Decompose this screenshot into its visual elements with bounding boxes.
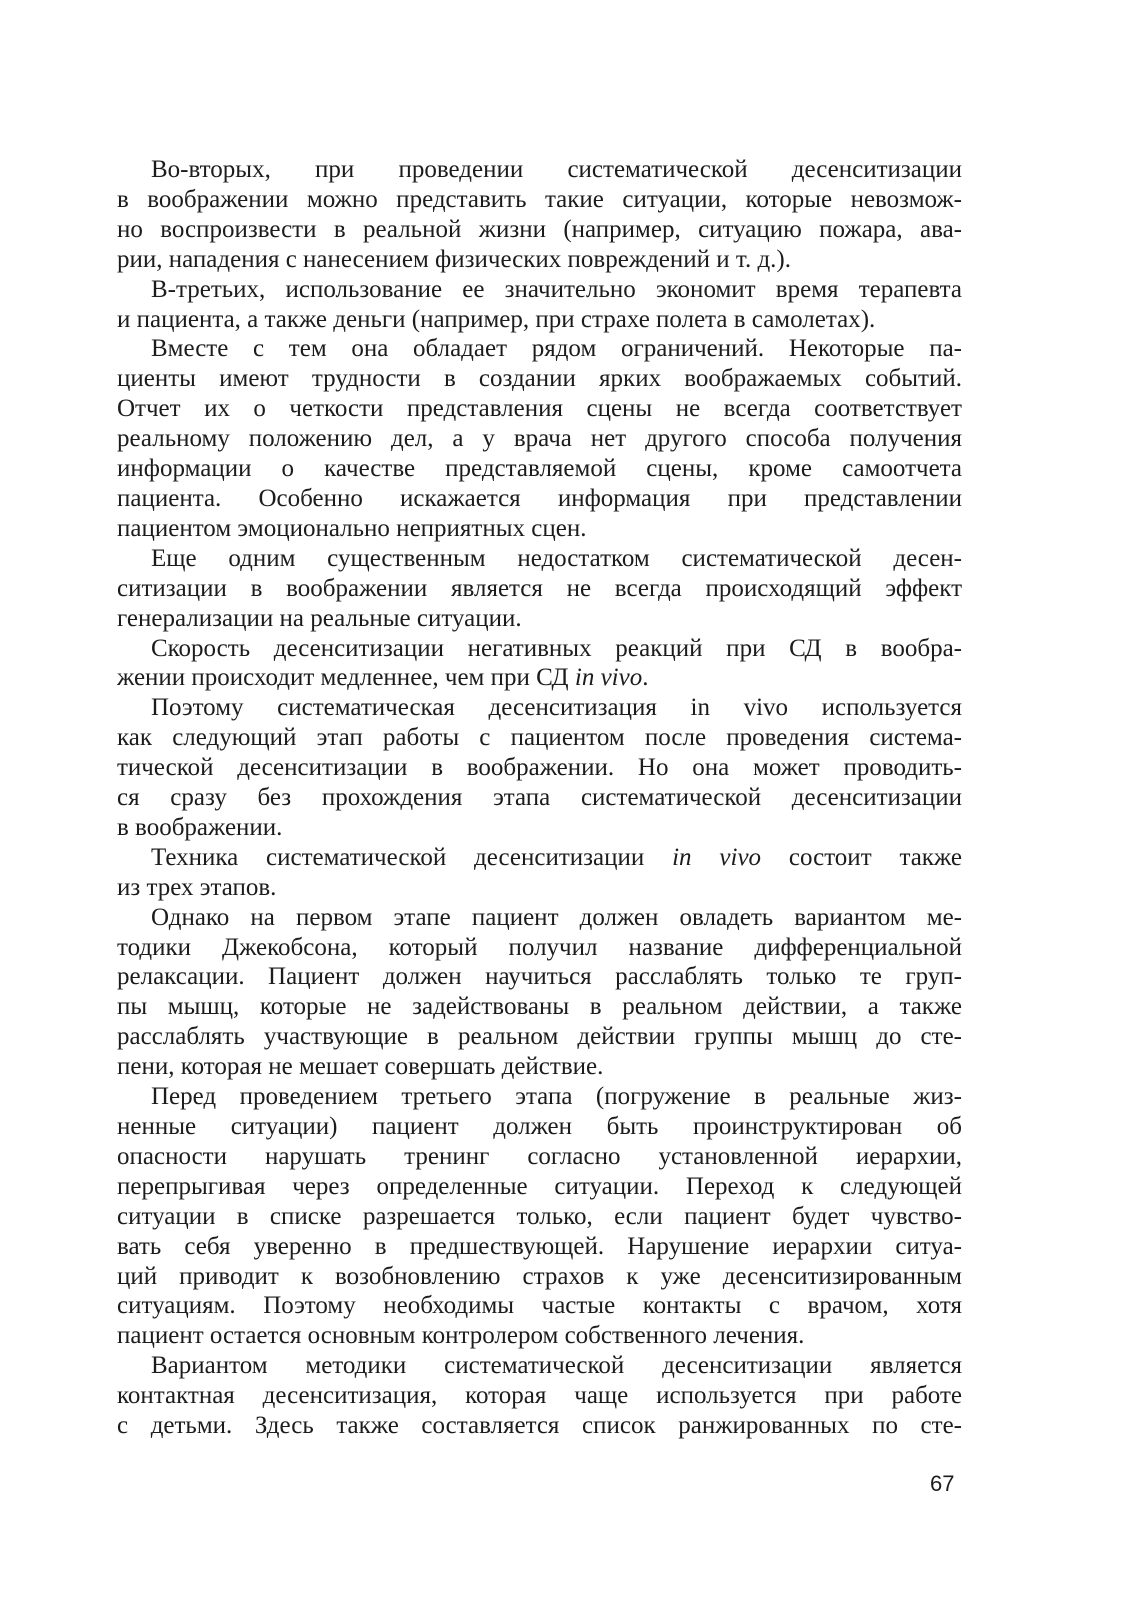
text-line: с детьми. Здесь также составляется список ранжированных по сте- (117, 1412, 962, 1440)
text-run: . (642, 664, 649, 692)
text-line: ситуациям. Поэтому необходимы частые контакты с врачом, хотя (117, 1292, 962, 1320)
text-line: расслаблять участвующие в реальном действии группы мышц до сте- (117, 1023, 962, 1051)
text-line: ненные ситуации) пациент должен быть проинструктирован об (117, 1113, 962, 1140)
text-line: релаксации. Пациент должен научиться расслаблять только те груп- (117, 963, 962, 991)
text-line: информации о качестве представляемой сцены, кроме самоотчета (117, 455, 962, 483)
paragraph (117, 544, 962, 634)
text-line: Вариантом методики систематической десенситизации является (151, 1352, 962, 1380)
text-line: ций приводит к возобновлению страхов к уже десенситизированным (117, 1262, 962, 1290)
paragraph (117, 334, 962, 543)
page-number: 67 (930, 1471, 955, 1496)
text-line: Во-вторых, при проведении систематической десенситизации (151, 156, 962, 183)
text-line: пациент остается основным контролером собственного лечения. (117, 1322, 805, 1350)
text-line: ситуации в списке разрешается только, если пациент будет чувство- (117, 1202, 962, 1230)
text-line: ситизации в воображении является не всегда происходящий эффект (117, 574, 962, 602)
text-run: жении происходит медленнее, чем при СД (117, 664, 575, 692)
paragraph (117, 1082, 962, 1351)
text-line: пациента. Особенно искажается информация при представлении (117, 484, 962, 512)
text-line (117, 663, 962, 693)
text-line: Еще одним существенным недостатком систематической десен- (151, 544, 962, 572)
text-run: состоит также (761, 843, 962, 871)
text-line: в воображении. (117, 813, 283, 841)
text-line: В-третьих, использование ее значительно экономит время терапевта (151, 275, 962, 303)
text-run: Техника систематической десенситизации (151, 843, 673, 871)
text-line: циенты имеют трудности в создании ярких воображаемых событий. (117, 365, 962, 393)
text-line: Скорость десенситизации негативных реакций при СД в вообра- (151, 634, 962, 662)
text-line: опасности нарушать тренинг согласно установленной иерархии, (117, 1142, 962, 1170)
text-line: тодики Джекобсона, который получил название дифференциальной (117, 933, 962, 961)
text-line: Вместе с тем она обладает рядом ограничений. Некоторые па- (151, 335, 962, 363)
text-line: Поэтому систематическая десенситизация in vivo используется (151, 694, 962, 722)
paragraph (117, 1351, 962, 1441)
paragraph (117, 155, 962, 275)
text-line (117, 843, 962, 873)
text-line: из трех этапов. (117, 873, 277, 901)
text-line: и пациента, а также деньги (например, при страхе полета в самолетах). (117, 305, 876, 333)
text-line: контактная десенситизация, которая чаще используется при работе (117, 1382, 962, 1410)
text-line: вать себя уверенно в предшествующей. Нарушение иерархии ситуа- (117, 1232, 962, 1260)
italic-term: in vivo (574, 664, 643, 692)
text-line: пы мышц, которые не задействованы в реальном действии, а также (117, 993, 962, 1021)
text-line: пациентом эмоционально неприятных сцен. (117, 514, 587, 542)
page-body (117, 155, 962, 1441)
text-line: реальному положению дел, а у врача нет другого способа получения (117, 425, 962, 453)
text-line: Отчет их о четкости представления сцены не всегда соответствует (117, 395, 962, 423)
text-line: перепрыгивая через определенные ситуации. Переход к следующей (117, 1172, 962, 1200)
text-line: рии, нападения с нанесением физических повреждений и т. д.). (117, 245, 792, 273)
italic-term: in vivo (672, 843, 762, 871)
text-line: в воображении можно представить такие ситуации, которые невозмож- (117, 185, 962, 213)
text-line: ся сразу без прохождения этапа систематической десенситизации (117, 784, 962, 812)
text-line: но воспроизвести в реальной жизни (например, ситуацию пожара, ава- (117, 215, 962, 243)
text-line: Перед проведением третьего этапа (погружение в реальные жиз- (151, 1083, 962, 1111)
text-line: генерализации на реальные ситуации. (117, 604, 522, 632)
paragraph (117, 693, 962, 843)
paragraph (117, 903, 962, 1082)
paragraph (117, 275, 962, 335)
paragraph (117, 634, 962, 694)
text-line: как следующий этап работы с пациентом после проведения система- (117, 724, 962, 752)
text-line: Однако на первом этапе пациент должен овладеть вариантом ме- (151, 903, 962, 931)
text-line: пени, которая не мешает совершать действие. (117, 1053, 604, 1081)
text-line: тической десенситизации в воображении. Но она может проводить- (117, 754, 962, 782)
paragraph (117, 843, 962, 903)
